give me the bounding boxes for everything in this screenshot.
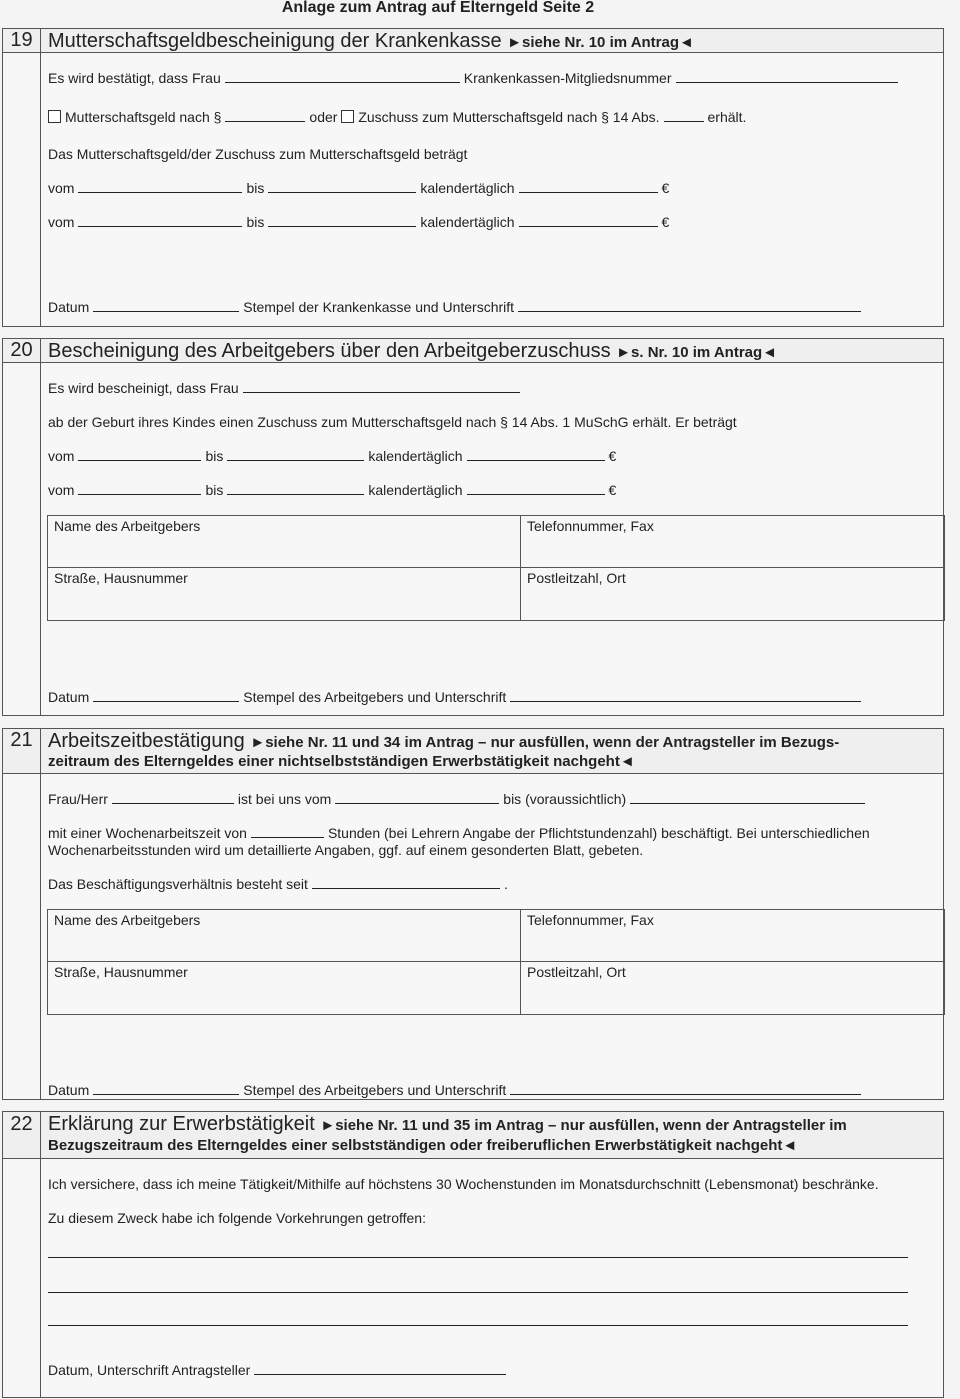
number-column: [3, 1159, 41, 1397]
weekly-hours-field[interactable]: [251, 824, 324, 838]
from-field[interactable]: [335, 790, 499, 804]
measures-intro: Zu diesem Zweck habe ich folgende Vorkehrungen getroffen:: [48, 1210, 426, 1226]
benefit-type-line: Mutterschaftsgeld nach § oder Zuschuss zum Mutterschaftsgeld nach § 14 Abs. erhält.: [48, 108, 746, 126]
period-line-2: vom bis kalendertäglich €: [48, 214, 670, 230]
section-22-header: [3, 1112, 943, 1159]
declaration-text: Ich versichere, dass ich meine Tätigkeit/Mithilfe auf höchstens 30 Wochenstunden im Monatsdurchschnitt (Lebensmonat) beschränke.: [48, 1176, 879, 1192]
zuschuss-checkbox[interactable]: [341, 110, 354, 123]
daily-amount-field[interactable]: [519, 179, 658, 193]
employer-table: [47, 515, 945, 621]
phone-fax-cell[interactable]: Telefonnummer, Fax: [521, 910, 944, 962]
mutterschaftsgeld-checkbox[interactable]: [48, 110, 61, 123]
date-field[interactable]: [93, 298, 239, 312]
section-20-header: [3, 339, 943, 363]
section-number: 22: [3, 1112, 41, 1158]
employer-name-cell[interactable]: Name des Arbeitgebers: [48, 516, 521, 568]
zip-city-cell[interactable]: Postleitzahl, Ort: [527, 570, 626, 586]
daily-amount-field[interactable]: [519, 213, 658, 227]
street-cell[interactable]: Straße, Hausnummer: [48, 568, 521, 620]
until-field[interactable]: [630, 790, 865, 804]
subsidy-text: ab der Geburt ihres Kindes einen Zuschuss zum Mutterschaftsgeld nach § 14 Abs. 1 MuSchG erhält. Er beträgt: [48, 414, 737, 430]
from-field[interactable]: [78, 447, 201, 461]
since-line: Das Beschäftigungsverhältnis besteht seit .: [48, 876, 508, 892]
section-heading: Bescheinigung des Arbeitgebers über den Arbeitgeberzuschuss ►s. Nr. 10 im Antrag◄: [48, 340, 778, 362]
section-heading: Arbeitszeitbestätigung ►siehe Nr. 11 und 34 im Antrag – nur ausfüllen, wenn der Antragsteller im Bezugs-: [48, 730, 840, 752]
section-heading: Mutterschaftsgeldbescheinigung der Krankenkasse ►siehe Nr. 10 im Antrag◄: [48, 30, 694, 52]
paragraph-field[interactable]: [225, 108, 305, 122]
measures-line-3[interactable]: [48, 1325, 908, 1326]
hours-line: mit einer Wochenarbeitszeit von Stunden (bei Lehrern Angabe der Pflichtstundenzahl) beschäftigt. Bei unterschiedlichen: [48, 825, 870, 841]
name-field[interactable]: [112, 790, 234, 804]
to-field[interactable]: [227, 481, 364, 495]
section-number: 21: [3, 729, 41, 773]
date-field[interactable]: [93, 1081, 239, 1095]
to-field[interactable]: [268, 179, 416, 193]
from-field[interactable]: [78, 481, 201, 495]
phone-fax-cell[interactable]: Telefonnummer, Fax: [521, 516, 944, 568]
signature-line: Datum Stempel des Arbeitgebers und Unterschrift: [48, 1081, 865, 1099]
measures-line-1[interactable]: [48, 1257, 908, 1258]
employer-table: [47, 909, 945, 1015]
from-field[interactable]: [78, 213, 242, 227]
measures-line-2[interactable]: [48, 1292, 908, 1293]
abs-field[interactable]: [664, 108, 704, 122]
employee-line: Es wird bescheinigt, dass Frau: [48, 379, 524, 397]
member-number-field[interactable]: [676, 69, 898, 83]
signature-field[interactable]: [254, 1361, 506, 1375]
stamp-signature-field[interactable]: [510, 1081, 861, 1095]
employment-line: Frau/Herr ist bei uns vom bis (voraussichtlich): [48, 790, 869, 808]
from-field[interactable]: [78, 179, 242, 193]
page-title: Anlage zum Antrag auf Elterngeld Seite 2: [281, 0, 595, 16]
section-heading: Erklärung zur Erwerbstätigkeit ►siehe Nr. 11 und 35 im Antrag – nur ausfüllen, wenn der Antragsteller im: [48, 1113, 847, 1135]
section-21-header: [3, 729, 943, 774]
name-field[interactable]: [243, 379, 520, 393]
period-line-2: vom bis kalendertäglich €: [48, 482, 617, 498]
name-field[interactable]: [225, 69, 460, 83]
date-field[interactable]: [93, 688, 239, 702]
daily-amount-field[interactable]: [467, 447, 605, 461]
applicant-signature-line: Datum, Unterschrift Antragsteller: [48, 1361, 510, 1379]
section-number: 20: [3, 339, 41, 362]
daily-amount-field[interactable]: [467, 481, 605, 495]
section-number: 19: [3, 29, 41, 52]
to-field[interactable]: [268, 213, 416, 227]
section-heading-cont: Bezugszeitraum des Elterngeldes einer selbstständigen oder freiberuflichen Erwerbstätigkeit nachgeht◄: [48, 1137, 798, 1154]
period-line-1: vom bis kalendertäglich €: [48, 180, 670, 196]
stamp-signature-field[interactable]: [510, 688, 861, 702]
since-field[interactable]: [312, 875, 500, 889]
signature-line: Datum Stempel der Krankenkasse und Unterschrift: [48, 298, 865, 316]
number-column: [3, 774, 41, 1099]
period-line-1: vom bis kalendertäglich €: [48, 448, 617, 464]
employer-name-cell[interactable]: Name des Arbeitgebers: [48, 910, 521, 962]
amount-intro: Das Mutterschaftsgeld/der Zuschuss zum Mutterschaftsgeld beträgt: [48, 146, 468, 162]
number-column: [3, 363, 41, 715]
insured-line: Es wird bestätigt, dass Frau Krankenkassen-Mitgliedsnummer: [48, 69, 902, 87]
zip-city-cell[interactable]: Postleitzahl, Ort: [527, 964, 626, 980]
signature-line: Datum Stempel des Arbeitgebers und Unterschrift: [48, 688, 865, 706]
section-heading-cont: zeitraum des Elterngeldes einer nichtselbstständigen Erwerbstätigkeit nachgeht◄: [48, 753, 635, 770]
section-19-header: [3, 29, 943, 53]
section-22: [2, 1111, 944, 1398]
to-field[interactable]: [227, 447, 364, 461]
street-cell[interactable]: Straße, Hausnummer: [48, 962, 521, 1014]
stamp-signature-field[interactable]: [518, 298, 861, 312]
hours-note: Wochenarbeitsstunden wird um detaillierte Angaben, ggf. auf einem gesonderten Blatt, gebeten.: [48, 842, 644, 858]
number-column: [3, 53, 41, 326]
